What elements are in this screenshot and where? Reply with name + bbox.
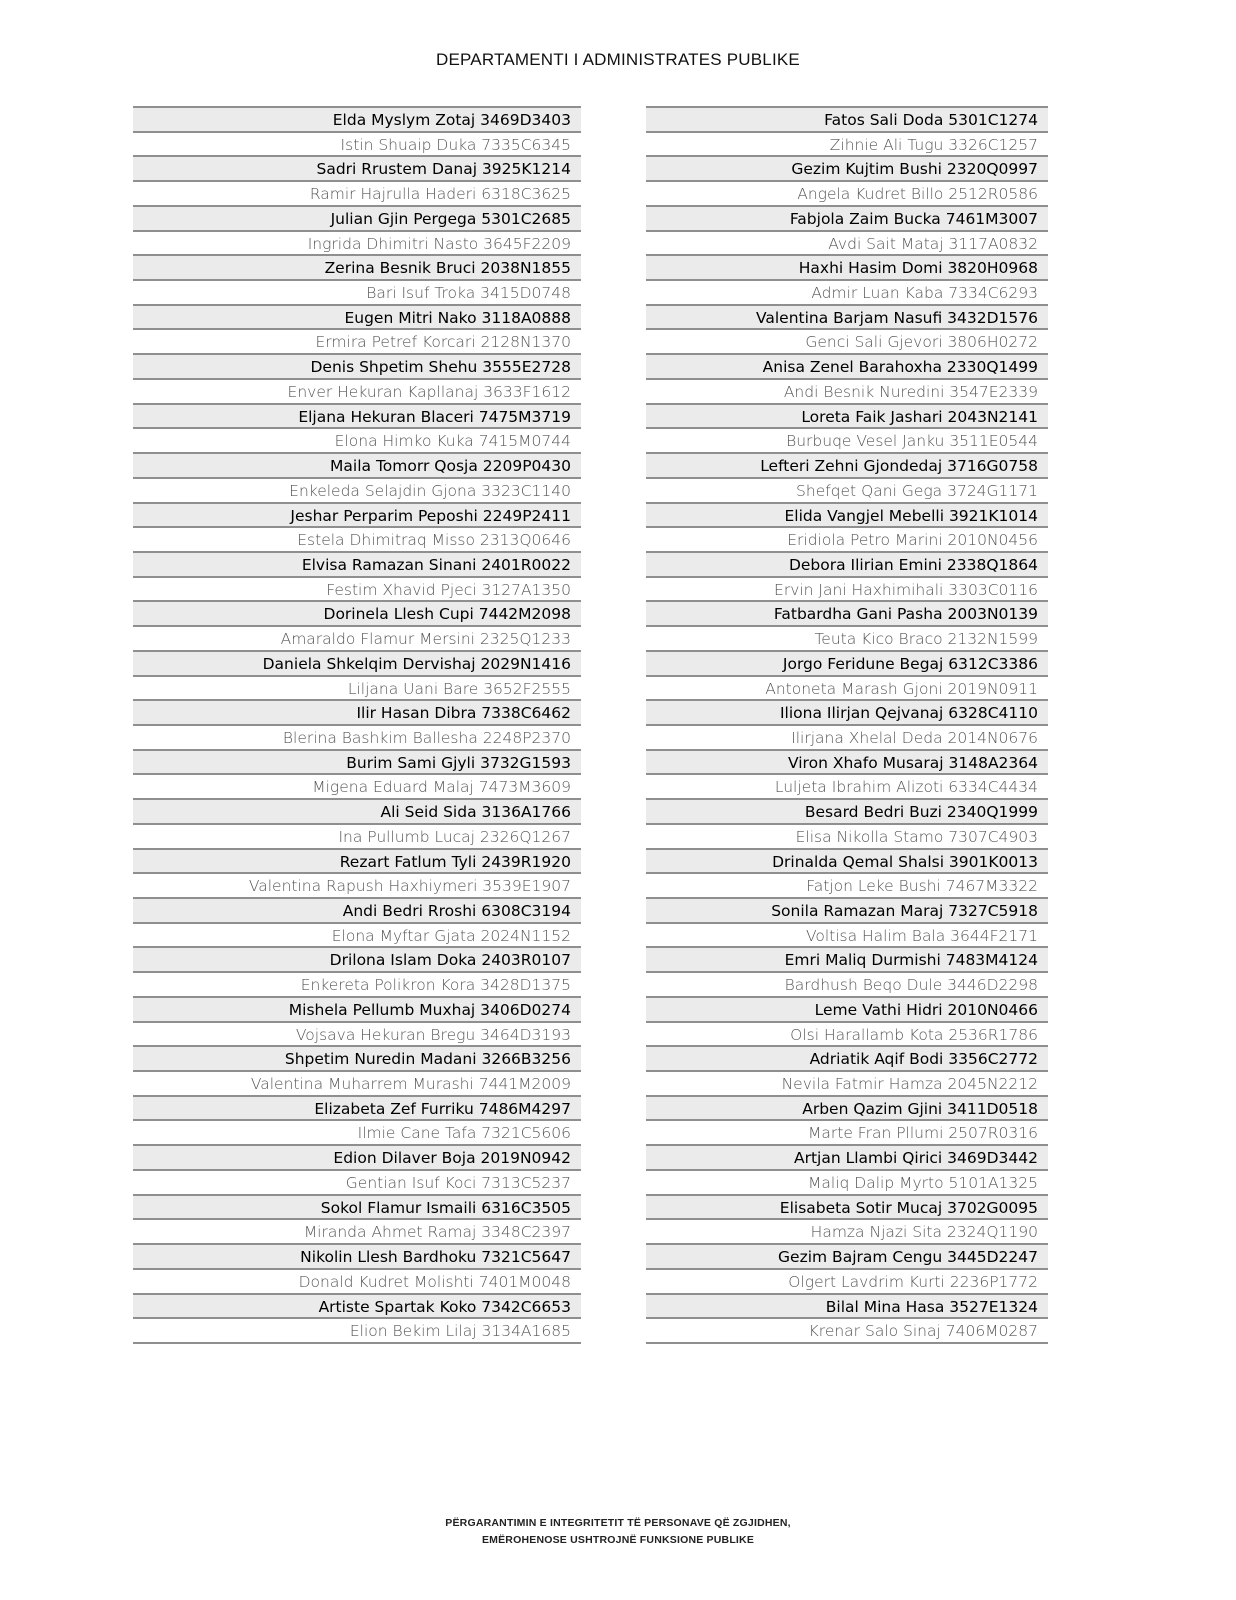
list-item: Hamza Njazi Sita 2324Q1190 [646, 1218, 1048, 1243]
list-item: Nikolin Llesh Bardhoku 7321C5647 [133, 1243, 581, 1268]
list-item: Jorgo Feridune Begaj 6312C3386 [646, 650, 1048, 675]
list-item: Elda Myslym Zotaj 3469D3403 [133, 106, 581, 131]
list-item: Ali Seid Sida 3136A1766 [133, 798, 581, 823]
list-item: Zihnie Ali Tugu 3326C1257 [646, 131, 1048, 156]
list-bottom-rule [646, 1342, 1048, 1344]
list-item: Migena Eduard Malaj 7473M3609 [133, 773, 581, 798]
list-item: Andi Besnik Nuredini 3547E2339 [646, 378, 1048, 403]
list-item: Olsi Harallamb Kota 2536R1786 [646, 1021, 1048, 1046]
list-item: Genci Sali Gjevori 3806H0272 [646, 328, 1048, 353]
list-item: Marte Fran Pllumi 2507R0316 [646, 1119, 1048, 1144]
list-item: Eljana Hekuran Blaceri 7475M3719 [133, 403, 581, 428]
list-item: Elisa Nikolla Stamo 7307C4903 [646, 823, 1048, 848]
list-item: Debora Ilirian Emini 2338Q1864 [646, 551, 1048, 576]
footer-line-2: EMËROHENOSE USHTROJNË FUNKSIONE PUBLIKE [481, 1534, 755, 1546]
list-item: Amaraldo Flamur Mersini 2325Q1233 [133, 625, 581, 650]
list-item: Elona Myftar Gjata 2024N1152 [133, 922, 581, 947]
list-item: Bardhush Beqo Dule 3446D2298 [646, 971, 1048, 996]
list-item: Gezim Kujtim Bushi 2320Q0997 [646, 155, 1048, 180]
list-item: Avdi Sait Mataj 3117A0832 [646, 230, 1048, 255]
list-item: Eridiola Petro Marini 2010N0456 [646, 526, 1048, 551]
list-item: Fabjola Zaim Bucka 7461M3007 [646, 205, 1048, 230]
list-item: Bilal Mina Hasa 3527E1324 [646, 1293, 1048, 1318]
list-item: Maliq Dalip Myrto 5101A1325 [646, 1169, 1048, 1194]
list-item: Olgert Lavdrim Kurti 2236P1772 [646, 1268, 1048, 1293]
list-item: Ilmie Cane Tafa 7321C5606 [133, 1119, 581, 1144]
page-title: DEPARTAMENTI I ADMINISTRATES PUBLIKE [436, 50, 800, 69]
list-item: Sokol Flamur Ismaili 6316C3505 [133, 1194, 581, 1219]
list-item: Drilona Islam Doka 2403R0107 [133, 946, 581, 971]
list-item: Zerina Besnik Bruci 2038N1855 [133, 254, 581, 279]
list-item: Artjan Llambi Qirici 3469D3442 [646, 1144, 1048, 1169]
list-item: Besard Bedri Buzi 2340Q1999 [646, 798, 1048, 823]
list-item: Dorinela Llesh Cupi 7442M2098 [133, 600, 581, 625]
list-item: Blerina Bashkim Ballesha 2248P2370 [133, 724, 581, 749]
list-item: Fatjon Leke Bushi 7467M3322 [646, 872, 1048, 897]
list-item: Istin Shuaip Duka 7335C6345 [133, 131, 581, 156]
left-name-list [133, 106, 581, 1344]
list-item: Burim Sami Gjyli 3732G1593 [133, 749, 581, 774]
list-item: Elvisa Ramazan Sinani 2401R0022 [133, 551, 581, 576]
list-item: Vojsava Hekuran Bregu 3464D3193 [133, 1021, 581, 1046]
list-item: Elida Vangjel Mebelli 3921K1014 [646, 502, 1048, 527]
list-item: Iliona Ilirjan Qejvanaj 6328C4110 [646, 699, 1048, 724]
list-item: Adriatik Aqif Bodi 3356C2772 [646, 1045, 1048, 1070]
list-item: Elona Himko Kuka 7415M0744 [133, 427, 581, 452]
list-item: Valentina Muharrem Murashi 7441M2009 [133, 1070, 581, 1095]
list-item: Daniela Shkelqim Dervishaj 2029N1416 [133, 650, 581, 675]
footer [0, 1515, 1236, 1549]
list-item: Ina Pullumb Lucaj 2326Q1267 [133, 823, 581, 848]
list-item: Anisa Zenel Barahoxha 2330Q1499 [646, 353, 1048, 378]
list-item: Denis Shpetim Shehu 3555E2728 [133, 353, 581, 378]
list-item: Nevila Fatmir Hamza 2045N2212 [646, 1070, 1048, 1095]
list-item: Enver Hekuran Kapllanaj 3633F1612 [133, 378, 581, 403]
list-item: Angela Kudret Billo 2512R0586 [646, 180, 1048, 205]
right-name-list [646, 106, 1048, 1344]
list-item: Eugen Mitri Nako 3118A0888 [133, 304, 581, 329]
list-item: Miranda Ahmet Ramaj 3348C2397 [133, 1218, 581, 1243]
list-item: Viron Xhafo Musaraj 3148A2364 [646, 749, 1048, 774]
list-item: Arben Qazim Gjini 3411D0518 [646, 1095, 1048, 1120]
list-item: Julian Gjin Pergega 5301C2685 [133, 205, 581, 230]
list-item: Voltisa Halim Bala 3644F2171 [646, 922, 1048, 947]
list-item: Elizabeta Zef Furriku 7486M4297 [133, 1095, 581, 1120]
list-item: Ingrida Dhimitri Nasto 3645F2209 [133, 230, 581, 255]
list-item: Emri Maliq Durmishi 7483M4124 [646, 946, 1048, 971]
list-item: Shefqet Qani Gega 3724G1171 [646, 477, 1048, 502]
list-item: Valentina Rapush Haxhiymeri 3539E1907 [133, 872, 581, 897]
footer-line-1: PËRGARANTIMIN E INTEGRITETIT TË PERSONAVE QË ZGJIDHEN, [445, 1517, 791, 1529]
list-item: Andi Bedri Rroshi 6308C3194 [133, 897, 581, 922]
list-item: Artiste Spartak Koko 7342C6653 [133, 1293, 581, 1318]
list-item: Shpetim Nuredin Madani 3266B3256 [133, 1045, 581, 1070]
list-item: Gentian Isuf Koci 7313C5237 [133, 1169, 581, 1194]
list-item: Ermira Petref Korcari 2128N1370 [133, 328, 581, 353]
list-item: Admir Luan Kaba 7334C6293 [646, 279, 1048, 304]
list-item: Rezart Fatlum Tyli 2439R1920 [133, 848, 581, 873]
list-item: Elion Bekim Lilaj 3134A1685 [133, 1317, 581, 1342]
list-item: Gezim Bajram Cengu 3445D2247 [646, 1243, 1048, 1268]
list-item: Donald Kudret Molishti 7401M0048 [133, 1268, 581, 1293]
list-item: Enkereta Polikron Kora 3428D1375 [133, 971, 581, 996]
list-item: Drinalda Qemal Shalsi 3901K0013 [646, 848, 1048, 873]
list-item: Antoneta Marash Gjoni 2019N0911 [646, 675, 1048, 700]
list-item: Sonila Ramazan Maraj 7327C5918 [646, 897, 1048, 922]
list-item: Jeshar Perparim Peposhi 2249P2411 [133, 502, 581, 527]
list-item: Burbuqe Vesel Janku 3511E0544 [646, 427, 1048, 452]
list-item: Fatbardha Gani Pasha 2003N0139 [646, 600, 1048, 625]
list-item: Ramir Hajrulla Haderi 6318C3625 [133, 180, 581, 205]
list-item: Liljana Uani Bare 3652F2555 [133, 675, 581, 700]
list-item: Krenar Salo Sinaj 7406M0287 [646, 1317, 1048, 1342]
list-item: Lefteri Zehni Gjondedaj 3716G0758 [646, 452, 1048, 477]
list-item: Ervin Jani Haxhimihali 3303C0116 [646, 576, 1048, 601]
list-item: Loreta Faik Jashari 2043N2141 [646, 403, 1048, 428]
list-item: Haxhi Hasim Domi 3820H0968 [646, 254, 1048, 279]
list-item: Leme Vathi Hidri 2010N0466 [646, 996, 1048, 1021]
list-item: Estela Dhimitraq Misso 2313Q0646 [133, 526, 581, 551]
list-item: Luljeta Ibrahim Alizoti 6334C4434 [646, 773, 1048, 798]
list-item: Teuta Kico Braco 2132N1599 [646, 625, 1048, 650]
list-item: Bari Isuf Troka 3415D0748 [133, 279, 581, 304]
list-item: Valentina Barjam Nasufi 3432D1576 [646, 304, 1048, 329]
list-item: Ilirjana Xhelal Deda 2014N0676 [646, 724, 1048, 749]
list-item: Festim Xhavid Pjeci 3127A1350 [133, 576, 581, 601]
list-item: Mishela Pellumb Muxhaj 3406D0274 [133, 996, 581, 1021]
list-item: Sadri Rrustem Danaj 3925K1214 [133, 155, 581, 180]
list-item: Enkeleda Selajdin Gjona 3323C1140 [133, 477, 581, 502]
list-item: Fatos Sali Doda 5301C1274 [646, 106, 1048, 131]
list-item: Maila Tomorr Qosja 2209P0430 [133, 452, 581, 477]
list-bottom-rule [133, 1342, 581, 1344]
list-item: Edion Dilaver Boja 2019N0942 [133, 1144, 581, 1169]
list-item: Ilir Hasan Dibra 7338C6462 [133, 699, 581, 724]
list-item: Elisabeta Sotir Mucaj 3702G0095 [646, 1194, 1048, 1219]
